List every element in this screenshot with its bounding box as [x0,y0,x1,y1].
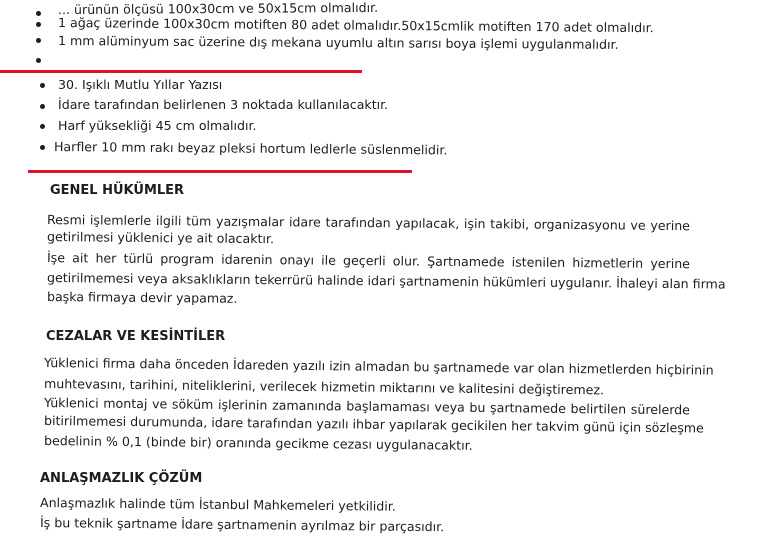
bullet-text: İdare tarafından belirlenen 3 noktada kullanılacaktır. [58,97,389,112]
paragraph-line: Yüklenici firma daha önceden İdareden yazılı izin almadan bu şartnamede var olan hizmetlerden hiçbirinin [43,355,714,378]
bullet-dot [40,104,45,109]
paragraph-line: başka firmaya devir yapamaz. [46,289,238,306]
bullet-dot [36,22,41,27]
bullet-dot [40,83,45,88]
bullet-text: ... ürünün ölçüsü 100x30cm ve 50x15cm olmalıdır. [57,0,379,18]
paragraph-line: İşe ait her türlü program idarenin onayı ile geçerli olur. Şartnamede istenilen hizmetlerin yerine [46,250,691,272]
paragraph-line: bedelinin % 0,1 (binde bir) oranında gecikme cezası uygulanacaktır. [43,433,473,453]
red-underline [0,70,362,73]
section-heading: GENEL HÜKÜMLER [50,183,185,198]
red-underline [28,170,412,173]
bullet-text: Harf yüksekliği 45 cm olmalıdır. [58,118,257,133]
paragraph-line: İş bu teknik şartname İdare şartnamenin ayrılmaz bir parçasıdır. [39,515,445,535]
item-title: 30. Işıklı Mutlu Yıllar Yazısı [58,77,223,92]
bullet-dot [36,11,41,16]
paragraph-line: Yüklenici montaj ve söküm işlerinin zamanında başlamaması veya bu şartnamede belirtilen sürelerde [43,395,691,418]
bullet-dot [36,58,41,63]
bullet-text: Harfler 10 mm rakı beyaz pleksi hortum ledlerle süslenmelidir. [53,139,448,158]
paragraph-line: Anlaşmazlık halinde tüm İstanbul Mahkemeleri yetkilidir. [39,495,396,514]
paragraph-line: Resmi işlemlerle ilgili tüm yazışmalar idare tarafından yapılacak, işin takibi, organizasyonu ve yerine [46,212,691,234]
paragraph-line: getirilmemesi veya aksaklıkların tekerrürü halinde idari şartnamenin hükümleri uygulanır. İhaleyi alan firma [46,270,726,292]
bullet-dot [36,38,41,43]
paragraph-line: muhtevasını, tarihini, niteliklerini, verilecek hizmetin miktarını ve kalitesini değiştiremez. [43,376,605,398]
section-heading: CEZALAR VE KESİNTİLER [46,329,226,344]
bullet-dot [40,145,45,150]
bullet-text: 1 mm alüminyum sac üzerine dış mekana uyumlu altın sarısı boya işlemi uygulanmalıdır. [57,33,619,52]
bullet-text: 1 ağaç üzerinde 100x30cm motiften 80 adet olmalıdır.50x15cmlik motiften 170 adet olmalıdır. [57,15,654,36]
section-heading: ANLAŞMAZLIK ÇÖZÜM [40,471,203,486]
paragraph-line: getirilmesi yüklenici ye ait olacaktır. [46,229,275,247]
bullet-dot [40,124,45,129]
paragraph-line: bitirilmemesi durumunda, idare tarafından yazılı ihbar yapılarak gecikilen her takvim günü için sözleşme [43,413,704,436]
